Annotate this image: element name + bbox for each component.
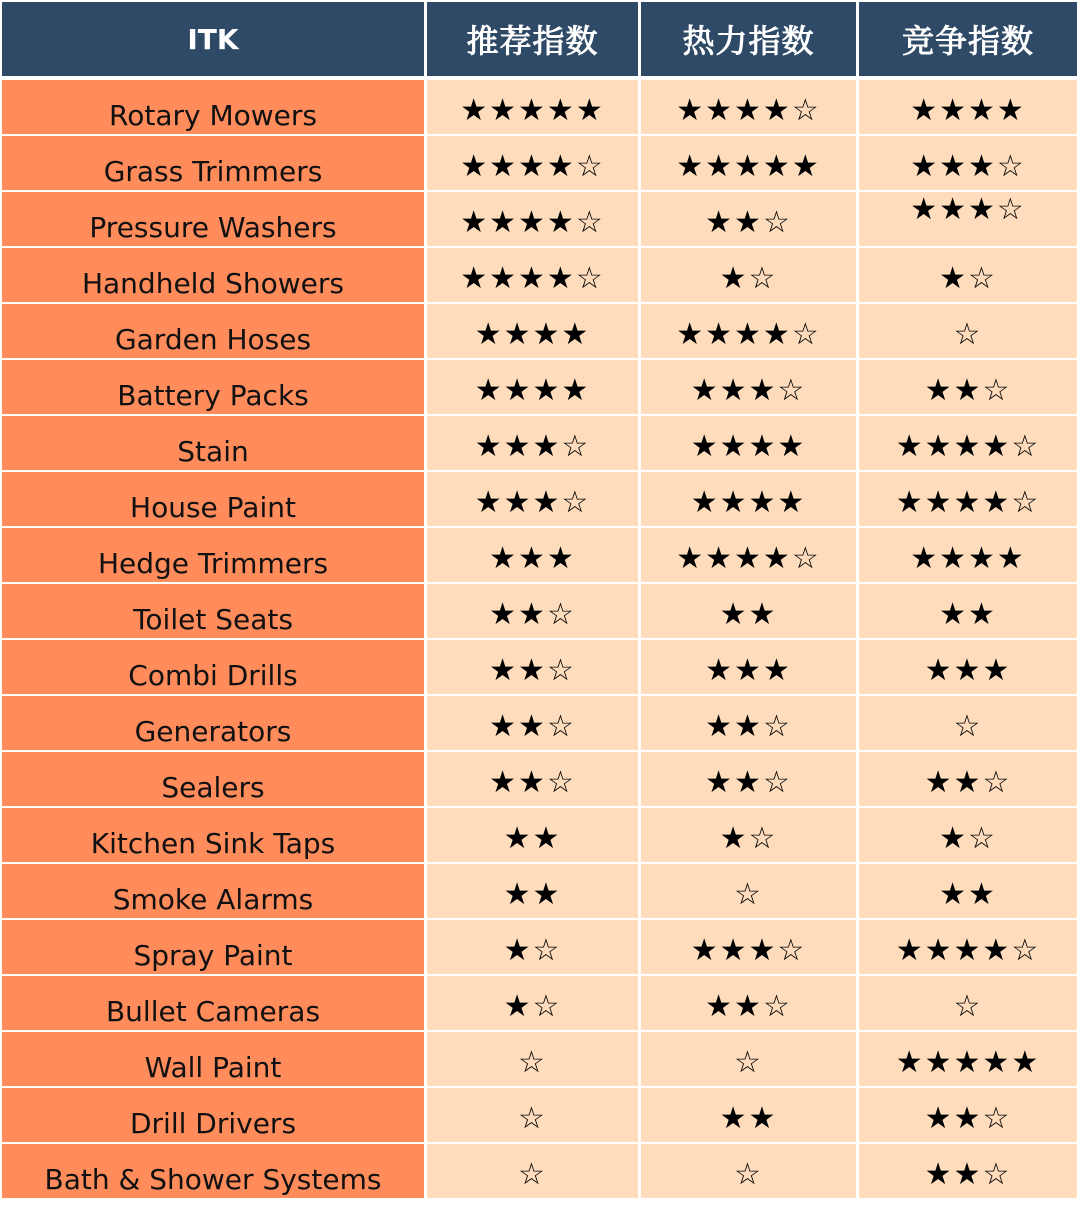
- item-name: Handheld Showers: [2, 248, 424, 302]
- table-row: [0, 527, 1080, 583]
- heat-stars: ★★★★☆: [641, 304, 856, 358]
- table-row: [0, 79, 1080, 135]
- competition-stars: ★★★★☆: [859, 416, 1077, 470]
- table-row: [0, 247, 1080, 303]
- recommend-stars: ★★★★: [427, 304, 638, 358]
- header-heat-index: 热力指数: [641, 2, 856, 76]
- table-row: [0, 695, 1080, 751]
- header-competition-index: 竞争指数: [859, 2, 1077, 76]
- heat-stars: ★★★: [641, 640, 856, 694]
- recommend-stars: ★★★★☆: [427, 248, 638, 302]
- competition-stars: ★★☆: [859, 360, 1077, 414]
- table-row: [0, 471, 1080, 527]
- item-name: Drill Drivers: [2, 1088, 424, 1142]
- header-itk: ITK: [2, 2, 424, 76]
- competition-stars: ★★★★★: [859, 1032, 1077, 1086]
- table-header: [0, 0, 1080, 78]
- heat-stars: ★★★★☆: [641, 528, 856, 582]
- table-row: [0, 303, 1080, 359]
- table-row: [0, 807, 1080, 863]
- table-row: [0, 639, 1080, 695]
- item-name: House Paint: [2, 472, 424, 526]
- item-name: Generators: [2, 696, 424, 750]
- recommend-stars: ★★☆: [427, 640, 638, 694]
- competition-stars: ☆: [859, 696, 1077, 750]
- competition-stars: ★☆: [859, 808, 1077, 862]
- item-name: Bath & Shower Systems: [2, 1144, 424, 1198]
- table-row: [0, 583, 1080, 639]
- table-row: [0, 359, 1080, 415]
- recommend-stars: ★★☆: [427, 584, 638, 638]
- item-name: Rotary Mowers: [2, 80, 424, 134]
- table-row: [0, 919, 1080, 975]
- item-name: Garden Hoses: [2, 304, 424, 358]
- item-name: Kitchen Sink Taps: [2, 808, 424, 862]
- competition-stars: ☆: [859, 976, 1077, 1030]
- item-name: Wall Paint: [2, 1032, 424, 1086]
- recommend-stars: ★★★☆: [427, 472, 638, 526]
- competition-stars: ★★★★: [859, 80, 1077, 134]
- item-name: Pressure Washers: [2, 192, 424, 246]
- recommend-stars: ☆: [427, 1144, 638, 1198]
- recommend-stars: ★★★★☆: [427, 192, 638, 246]
- recommend-stars: ★★☆: [427, 752, 638, 806]
- item-name: Bullet Cameras: [2, 976, 424, 1030]
- competition-stars: ★★: [859, 864, 1077, 918]
- heat-stars: ★★★☆: [641, 920, 856, 974]
- heat-stars: ★★★★★: [641, 136, 856, 190]
- competition-stars: ★★☆: [859, 1088, 1077, 1142]
- competition-stars: ★★★★☆: [859, 920, 1077, 974]
- item-name: Grass Trimmers: [2, 136, 424, 190]
- heat-stars: ☆: [641, 864, 856, 918]
- item-name: Combi Drills: [2, 640, 424, 694]
- heat-stars: ★★★★: [641, 416, 856, 470]
- heat-stars: ★☆: [641, 808, 856, 862]
- item-name: Battery Packs: [2, 360, 424, 414]
- item-name: Stain: [2, 416, 424, 470]
- table-row: [0, 1087, 1080, 1143]
- competition-stars: ★★☆: [859, 1144, 1077, 1198]
- table-row: [0, 415, 1080, 471]
- recommend-stars: ★☆: [427, 920, 638, 974]
- heat-stars: ★★★★: [641, 472, 856, 526]
- item-name: Sealers: [2, 752, 424, 806]
- competition-stars: ★★: [859, 584, 1077, 638]
- recommend-stars: ★★★★☆: [427, 136, 638, 190]
- table-row: [0, 191, 1080, 247]
- heat-stars: ★★★☆: [641, 360, 856, 414]
- item-name: Toilet Seats: [2, 584, 424, 638]
- item-name: Spray Paint: [2, 920, 424, 974]
- recommend-stars: ★★☆: [427, 696, 638, 750]
- recommend-stars: ★★★☆: [427, 416, 638, 470]
- competition-stars: ☆: [859, 304, 1077, 358]
- recommend-stars: ☆: [427, 1032, 638, 1086]
- competition-stars: ★★☆: [859, 752, 1077, 806]
- recommend-stars: ★★★: [427, 528, 638, 582]
- competition-stars: ★★★☆: [859, 192, 1077, 246]
- recommend-stars: ★★★★: [427, 360, 638, 414]
- table-row: [0, 1031, 1080, 1087]
- heat-stars: ★★☆: [641, 976, 856, 1030]
- recommend-stars: ★☆: [427, 976, 638, 1030]
- item-name: Hedge Trimmers: [2, 528, 424, 582]
- heat-stars: ★★☆: [641, 192, 856, 246]
- table-row: [0, 975, 1080, 1031]
- heat-stars: ★☆: [641, 248, 856, 302]
- table-row: [0, 863, 1080, 919]
- header-recommend-index: 推荐指数: [427, 2, 638, 76]
- heat-stars: ☆: [641, 1032, 856, 1086]
- table-row: [0, 751, 1080, 807]
- table-row: [0, 1143, 1080, 1199]
- heat-stars: ★★☆: [641, 752, 856, 806]
- heat-stars: ★★: [641, 584, 856, 638]
- heat-stars: ☆: [641, 1144, 856, 1198]
- item-name: Smoke Alarms: [2, 864, 424, 918]
- recommend-stars: ☆: [427, 1088, 638, 1142]
- recommend-stars: ★★★★★: [427, 80, 638, 134]
- recommend-stars: ★★: [427, 808, 638, 862]
- competition-stars: ★★★★: [859, 528, 1077, 582]
- recommend-stars: ★★: [427, 864, 638, 918]
- table-row: [0, 135, 1080, 191]
- heat-stars: ★★★★☆: [641, 80, 856, 134]
- heat-stars: ★★☆: [641, 696, 856, 750]
- competition-stars: ★★★★☆: [859, 472, 1077, 526]
- competition-stars: ★☆: [859, 248, 1077, 302]
- competition-stars: ★★★: [859, 640, 1077, 694]
- heat-stars: ★★: [641, 1088, 856, 1142]
- competition-stars: ★★★☆: [859, 136, 1077, 190]
